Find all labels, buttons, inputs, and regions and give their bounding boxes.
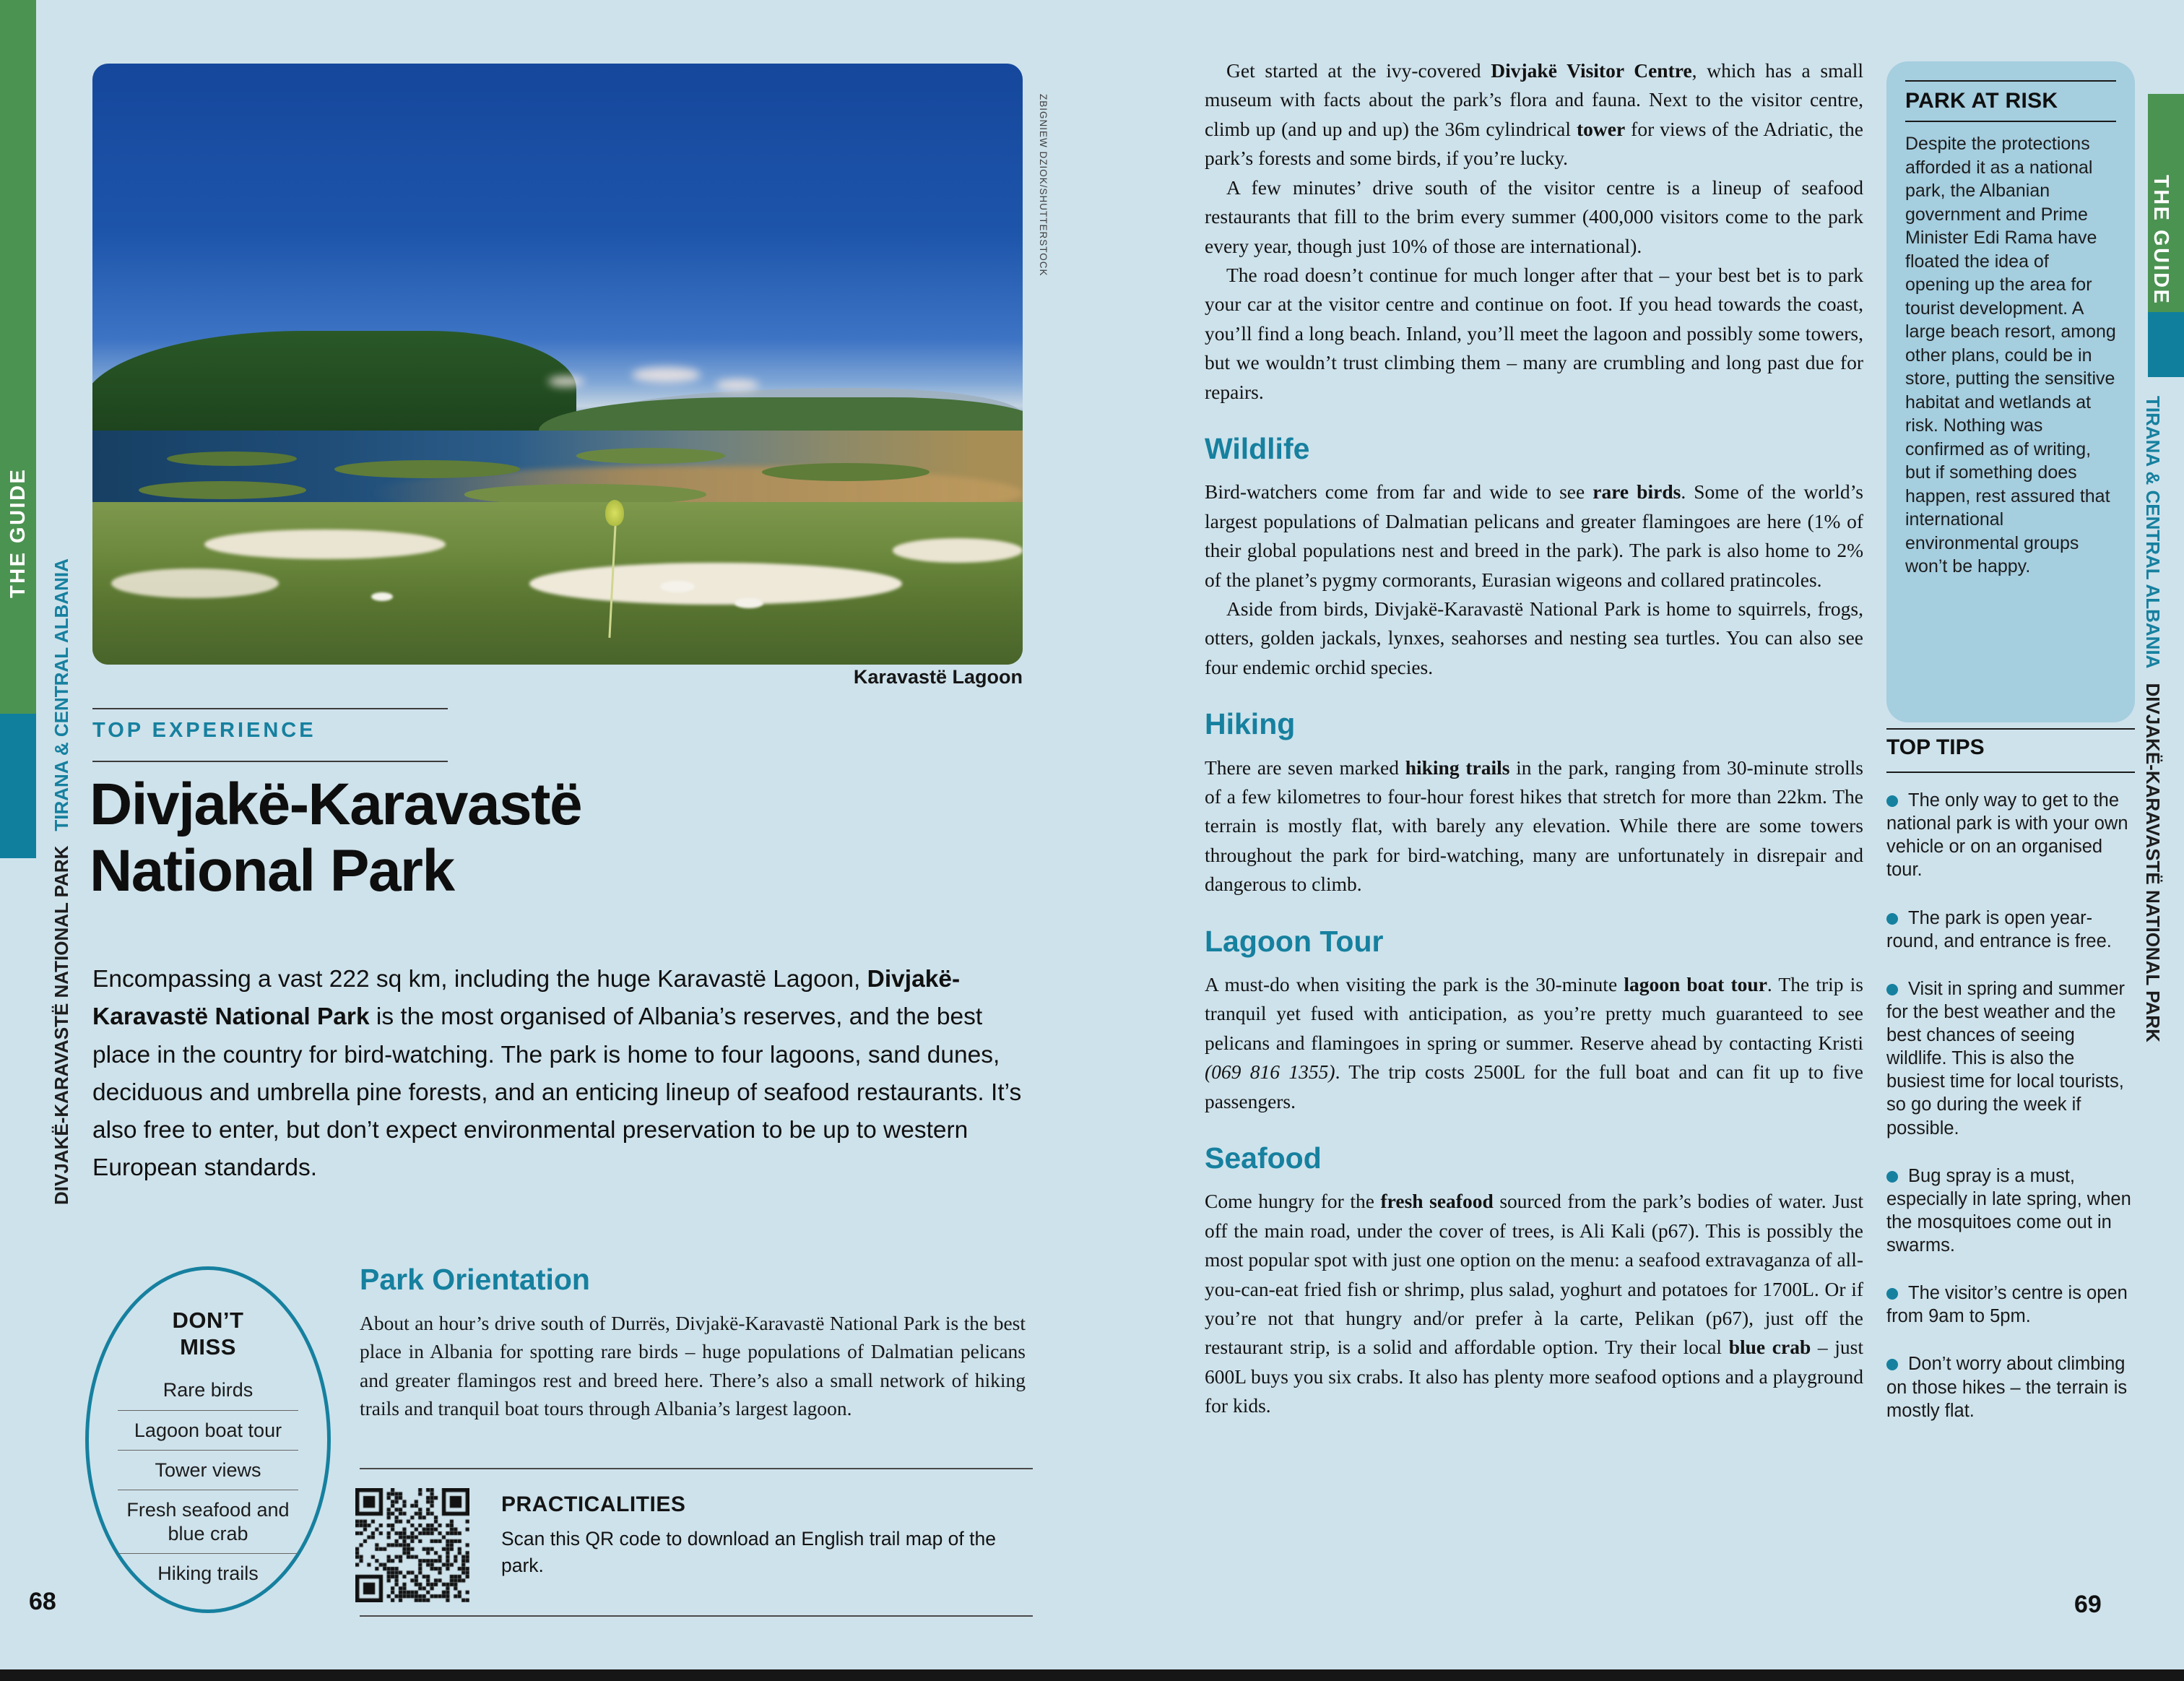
intro-paragraph: Encompassing a vast 222 sq km, including the huge Karavastë Lagoon, Divjakë-Karavastë National Park is the most organised of Albania’s reserves, and the best place in the country for bird-watching. The park is home to four lagoons, sand dunes, deciduous and umbrella pine forests, and an enticing lineup of seafood restaurants. It’s also free to enter, but don’t expect environmental preservation to be up to western European standards. (92, 966, 1022, 1182)
dont-miss-title: DON’T MISS (172, 1308, 244, 1360)
photo-caption: Karavastë Lagoon (853, 666, 1023, 688)
tip-item: Bug spray is a must, especially in late spring, when the mosquitoes come out in swarms. (1886, 1165, 2131, 1256)
photo-credit: ZBIGNIEW DZIOK/SHUTTERSTOCK (1038, 94, 1049, 277)
list-item: Hiking trails (118, 1553, 298, 1593)
marsh-island (576, 448, 725, 464)
list-item: Fresh seafood and blue crab (118, 1490, 298, 1553)
list-item: Tower views (118, 1450, 298, 1490)
section-label: TIRANA & CENTRAL ALBANIA (2142, 396, 2164, 669)
tip-item: Visit in spring and summer for the best weather and the best chances of seeing wildlife. This is also the busiest time for local tourists, so go during the week if possible. (1886, 978, 2125, 1138)
paragraph: Come hungry for the fresh seafood sourced from the park’s bodies of water. Just off the main road, under the cover of trees, is Ali Kali (p67). This is possibly the most popular spot with just one option on the menu: a seafood extravaganza of all-you-can-eat fried fish or shrimp, plus salad, yoghurt and potatoes for 1700L. Or if you’re not that hungry and/or prefer à la carte, Pelikan (p67), just off the restaurant strip, is a solid and affordable option. Try their local blue crab – just 600L buys you six crabs. It also has plenty more seafood options and a playground for kids. (1205, 1190, 1864, 1417)
practicalities-rule-bottom (360, 1615, 1033, 1617)
top-tips-heading: TOP TIPS (1886, 735, 1985, 759)
flower-bud (605, 500, 624, 526)
dont-miss-list (118, 1370, 298, 1593)
section-heading-seafood: Seafood (1205, 1141, 1322, 1175)
sand-patch (893, 538, 1023, 562)
tip-item: The only way to get to the national park is with your own vehicle or on an organised tour. (1886, 790, 2128, 881)
kicker: TOP EXPERIENCE (92, 719, 316, 742)
qr-code (355, 1488, 469, 1602)
paragraph: Get started at the ivy-covered Divjakë Visitor Centre, which has a small museum with facts about the park’s flora and fauna. Next to the visitor centre, climb up (and up and up) the 36m cylindrical tower for views of the Adriatic, the park’s forests and some birds, if you’re lucky. (1205, 59, 1863, 170)
section-label: TIRANA & CENTRAL ALBANIA (51, 558, 72, 831)
park-at-risk-heading: PARK AT RISK (1905, 89, 2058, 113)
bullet-icon (1886, 984, 1898, 995)
kicker-rule-top (92, 708, 448, 709)
top-tips-list (1886, 789, 2135, 1447)
treeline (92, 331, 576, 436)
bullet-icon (1886, 1359, 1898, 1370)
dont-miss-panel (85, 1266, 331, 1613)
bottom-edge-bar (0, 1669, 2184, 1681)
practicalities-rule-top (360, 1468, 1033, 1469)
bullet-icon (1886, 795, 1898, 807)
park-at-risk-panel (1886, 61, 2135, 722)
paragraph: The road doesn’t continue for much longer after that – your best bet is to park your car at the visitor centre and continue on foot. If you head towards the coast, you’ll find a long beach. Inland, you’ll meet the lagoon and possibly some towers, but we wouldn’t trust climbing them – many are crumbling and long past due for repairs. (1205, 263, 1863, 403)
title-line-2: National Park (90, 837, 454, 904)
sand-patch (204, 530, 446, 560)
list-item: Rare birds (162, 1379, 254, 1401)
lagoon-photo (92, 64, 1023, 665)
paragraph: A must-do when visiting the park is the 30-minute lagoon boat tour. The trip is tranquil yet fused with anticipation, as you’re pretty much guaranteed to see pelicans and flamingoes in spring or summer. Reserve ahead by contacting Kristi (069 816 1355). The trip costs 2500L for the full boat and can fit up to five passengers. (1205, 972, 1864, 1112)
section-heading-hiking: Hiking (1205, 707, 1296, 741)
cloud (716, 379, 759, 391)
section-heading-wildlife: Wildlife (1205, 432, 1310, 466)
paragraph: A few minutes’ drive south of the visitor centre is a lineup of seafood restaurants that fill to the brim every summer (400,000 visitors come to the park every year, though just 10% of those are international). (1205, 176, 1863, 257)
park-orientation-heading: Park Orientation (360, 1263, 590, 1296)
page-title (90, 772, 581, 904)
page-number-right: 69 (2074, 1591, 2102, 1618)
practicalities-body: Scan this QR code to download an English trail map of the park. (501, 1528, 996, 1576)
cloud (632, 367, 701, 383)
top-tips-rule-bottom (1886, 772, 2135, 773)
paragraph: There are seven marked hiking trails in the park, ranging from 30-minute strolls of a few kilometres to four-hour forest hikes that stretch for more than 22km. The terrain is mostly flat, with barely any elevation. While there are some towers throughout the park for bird-watching, many are unfortunately in disrepair and dangerous to climb. (1205, 756, 1864, 896)
tip-item: The park is open year-round, and entrance is free. (1886, 907, 2112, 951)
guide-label: THE GUIDE (6, 467, 30, 598)
kicker-rule-bottom (92, 761, 448, 762)
right-guide-tab (2149, 175, 2172, 305)
marsh-island (334, 460, 521, 478)
tip-item: Don’t worry about climbing on those hikes – the terrain is mostly flat. (1886, 1354, 2128, 1421)
sand-patch (529, 563, 901, 605)
main-article-column (1205, 56, 1863, 1421)
top-tips-rule-top (1886, 728, 2135, 730)
page-number-left: 68 (29, 1588, 56, 1615)
section-heading-lagoon-tour: Lagoon Tour (1205, 924, 1384, 958)
bullet-icon (1886, 913, 1898, 925)
far-treeline (539, 397, 1023, 431)
left-edge-running-head (51, 558, 73, 1205)
cloud (548, 376, 584, 386)
paragraph: Bird-watchers come from far and wide to see rare birds. Some of the world’s largest populations of Dalmatian pelicans and greater flamingoes are here (1% of their global populations nest and breed in the park). The park is also home to 2% of the planet’s pygmy cormorants, Eurasian wigeons and collared pratincoles. (1205, 480, 1863, 591)
list-item: Lagoon boat tour (118, 1410, 298, 1450)
chapter-label: DIVJAKË-KARAVASTË NATIONAL PARK (2142, 683, 2164, 1042)
practicalities-heading: PRACTICALITIES (501, 1492, 686, 1516)
marsh-island (167, 451, 297, 466)
right-edge-teal-bar (2148, 312, 2184, 377)
park-orientation-body: About an hour’s drive south of Durrës, Divjakë-Karavastë National Park is the best place in Albania for spotting rare birds – huge populations of Dalmatian pelicans and greater flamingos rest and breed here. There’s also a small network of hiking trails and tranquil boat tours through Albania’s largest lagoon. (360, 1312, 1026, 1419)
bullet-icon (1886, 1288, 1898, 1300)
left-guide-tab (6, 468, 30, 598)
divider (1905, 121, 2116, 122)
guide-label: THE GUIDE (2149, 175, 2172, 306)
white-flower (660, 581, 695, 592)
tip-item: The visitor’s centre is open from 9am to 5pm. (1886, 1283, 2128, 1327)
title-line-1: Divjakë-Karavastë (90, 772, 582, 837)
bullet-icon (1886, 1171, 1898, 1183)
sand-patch (111, 569, 279, 599)
left-edge-green-bar (0, 0, 36, 714)
chapter-label: DIVJAKË-KARAVASTË NATIONAL PARK (51, 845, 72, 1205)
park-at-risk-body: Despite the protections afforded it as a national park, the Albanian government and Prime Minister Edi Rama have floated the idea of opening up the area for tourist development. A large beach resort, among other plans, could be in store, putting the sensitive habitat and wetlands at risk. Nothing was confirmed as of writing, but if something does happen, rest assured that international environmental groups won’t be happy. (1905, 134, 2116, 576)
paragraph: Aside from birds, Divjakë-Karavastë National Park is home to squirrels, frogs, otters, golden jackals, lynxes, seahorses and nesting sea turtles. You can also see four endemic orchid species. (1205, 597, 1863, 678)
left-edge-teal-bar (0, 714, 36, 858)
right-edge-running-head (2141, 396, 2164, 1042)
